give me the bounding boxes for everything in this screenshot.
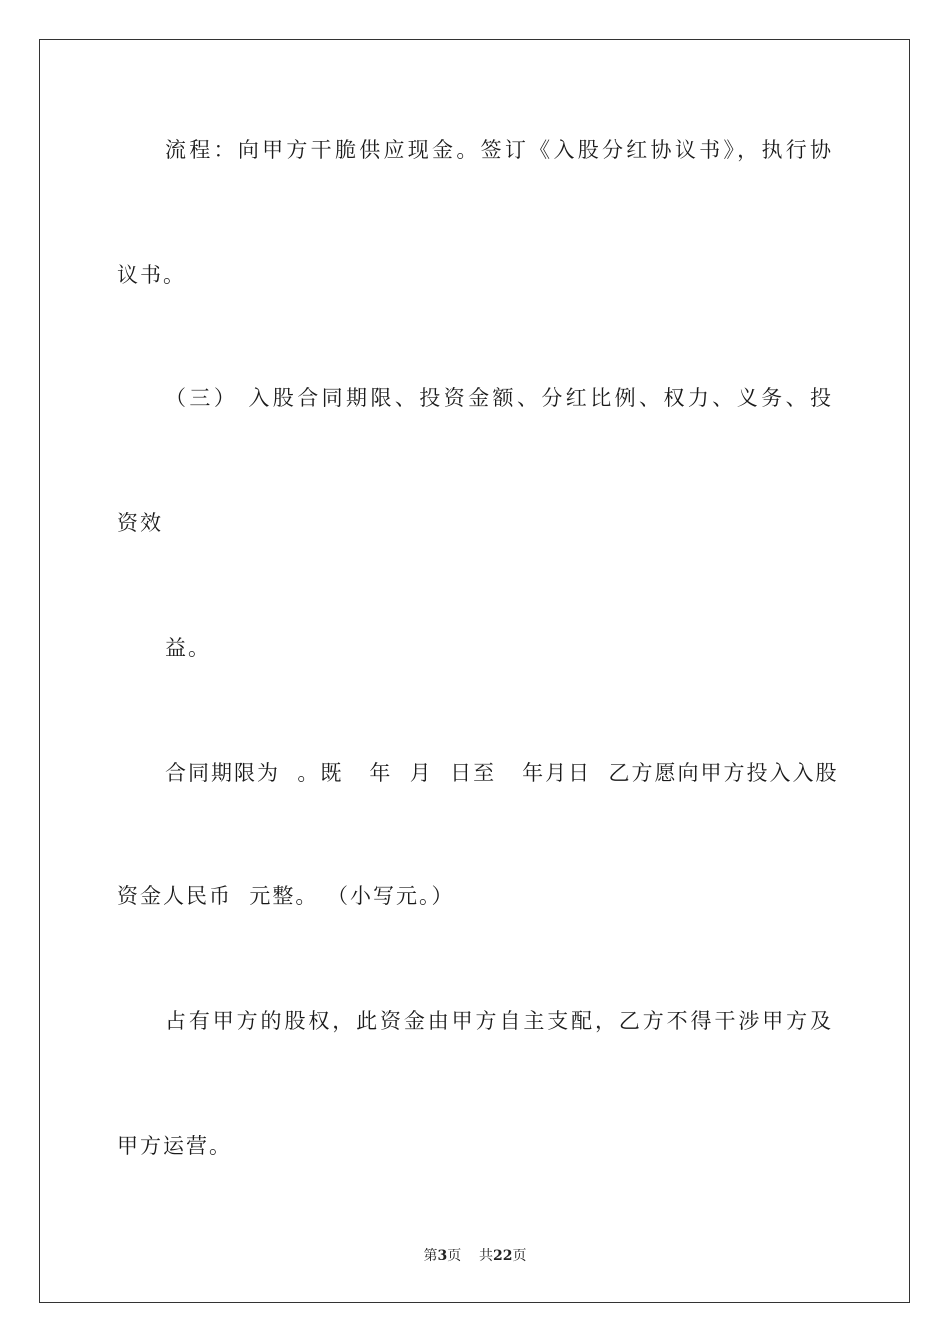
total-suffix: 页	[512, 1248, 527, 1264]
paragraph-line-5: 益。	[165, 636, 211, 660]
page-suffix: 页	[447, 1248, 462, 1264]
paragraph-line-2: 议书。	[117, 263, 186, 287]
paragraph-line-6: 合同期限为 。既 年 月 日至 年月日 乙方愿向甲方投入入股	[165, 761, 839, 785]
total-prefix: 共	[479, 1248, 494, 1264]
paragraph-line-1: 流程：向甲方干脆供应现金。签订《入股分红协议书》，执行协	[165, 138, 833, 162]
page-border	[39, 39, 910, 1303]
total-pages: 22	[493, 1248, 513, 1264]
page-number: 3	[437, 1248, 448, 1264]
paragraph-line-7: 资金人民币 元整。 （小写元。）	[117, 884, 455, 908]
paragraph-line-3: （三） 入股合同期限、投资金额、分红比例、权力、义务、投	[165, 386, 833, 410]
page-prefix: 第	[423, 1248, 438, 1264]
paragraph-line-4: 资效	[117, 511, 163, 535]
paragraph-line-8: 占有甲方的股权，此资金由甲方自主支配，乙方不得干涉甲方及	[165, 1009, 833, 1033]
page-footer	[0, 1246, 950, 1266]
paragraph-line-9: 甲方运营。	[117, 1134, 232, 1158]
